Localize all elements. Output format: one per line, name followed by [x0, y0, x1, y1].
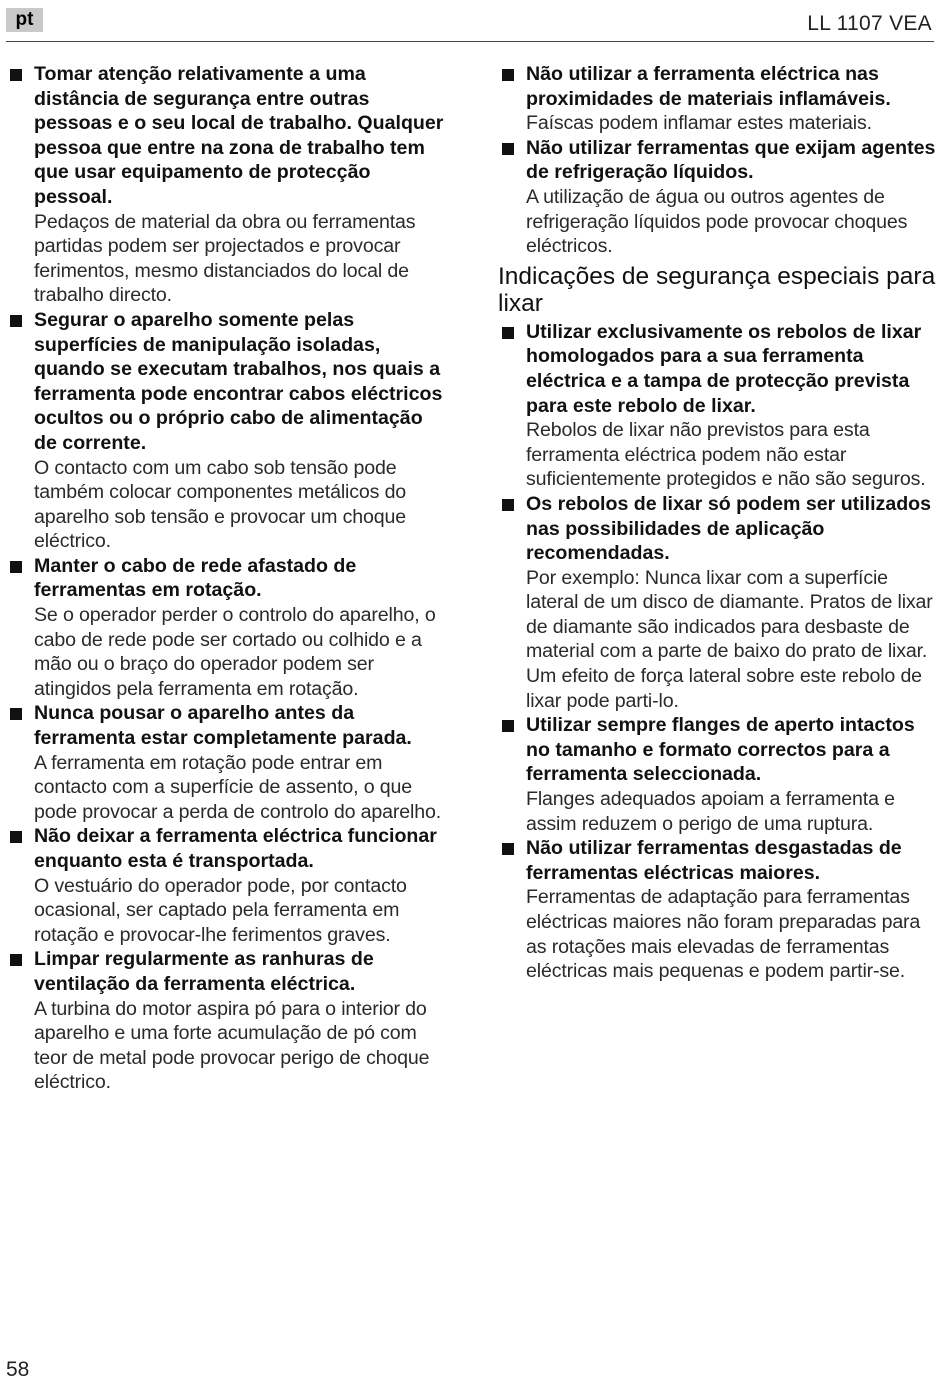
page-number: 58: [6, 1358, 30, 1381]
left-column: [6, 62, 446, 1095]
list-item: [6, 701, 446, 824]
list-item: [498, 136, 938, 259]
item-description: Rebolos de lixar não previstos para esta ferramenta eléctrica podem não estar suficientemente protegidos e não são seguros.: [526, 419, 926, 491]
item-title: Não utilizar ferramentas que exijam agentes de refrigeração líquidos.: [526, 136, 936, 184]
item-title: Utilizar exclusivamente os rebolos de lixar homologados para a sua ferramenta eléctrica e a tampa de protecção prevista para este rebolo de lixar.: [526, 320, 922, 417]
list-item: [498, 713, 938, 836]
language-badge: pt: [6, 8, 43, 32]
right-column: [498, 62, 938, 984]
square-bullet-icon: [10, 69, 22, 81]
item-title: Não utilizar ferramentas desgastadas de ferramentas eléctricas maiores.: [526, 837, 902, 884]
square-bullet-icon: [502, 499, 514, 511]
item-title: Os rebolos de lixar só podem ser utilizados nas possibilidades de aplicação recomendadas.: [526, 492, 932, 565]
item-description: A utilização de água ou outros agentes de refrigeração líquidos pode provocar choques eléctricos.: [526, 185, 908, 258]
item-description: A turbina do motor aspira pó para o interior do aparelho e uma forte acumulação de pó com teor de metal pode provocar perigo de choque eléctrico.: [34, 997, 430, 1094]
item-description: Faíscas podem inflamar estes materiais.: [526, 112, 872, 135]
item-title: Não utilizar a ferramenta eléctrica nas proximidades de materiais inflamáveis.: [526, 63, 891, 110]
item-description: A ferramenta em rotação pode entrar em contacto com a superfície de assento, o que pode provocar a perda de controlo do aparelho.: [34, 751, 442, 823]
item-description: O contacto com um cabo sob tensão pode também colocar componentes metálicos do aparelho sob tensão e provocar um choque eléctrico.: [34, 456, 407, 553]
square-bullet-icon: [10, 561, 22, 573]
model-name: LL 1107 VEA: [807, 12, 932, 35]
header-divider: [6, 41, 934, 42]
section-heading: Indicações de segurança especiais para lixar: [498, 262, 936, 318]
list-item: [6, 947, 446, 1095]
item-description: Por exemplo: Nunca lixar com a superfície lateral de um disco de diamante. Pratos de lixar de diamante são indicados para desbaste de material com a parte de baixo do prato de lixar. Um efeito de força lateral sobre este rebolo de lixar pode parti-lo.: [526, 566, 933, 712]
item-title: Manter o cabo de rede afastado de ferramentas em rotação.: [34, 554, 357, 602]
item-description: Ferramentas de adaptação para ferramentas eléctricas maiores não foram preparadas para as rotações mais elevadas de ferramentas eléctricas mais pequenas e podem partir-se.: [526, 886, 921, 983]
item-description: O vestuário do operador pode, por contacto ocasional, ser captado pela ferramenta em rotação e provocar-lhe ferimentos graves.: [34, 874, 407, 946]
item-title: Utilizar sempre flanges de aperto intactos no tamanho e formato correctos para a ferramenta seleccionada.: [526, 714, 915, 786]
list-item: [6, 62, 446, 308]
square-bullet-icon: [502, 69, 514, 81]
item-description: Pedaços de material da obra ou ferramentas partidas podem ser projectados e provocar ferimentos, mesmo distanciados do local de trabalho directo.: [34, 210, 416, 307]
list-item: [6, 554, 446, 702]
square-bullet-icon: [10, 954, 22, 966]
item-title: Não deixar a ferramenta eléctrica funcionar enquanto esta é transportada.: [34, 825, 437, 872]
square-bullet-icon: [502, 720, 514, 732]
item-description: Flanges adequados apoiam a ferramenta e assim reduzem o perigo de uma ruptura.: [526, 788, 895, 835]
square-bullet-icon: [10, 708, 22, 720]
list-item: [498, 320, 938, 492]
list-item: [498, 492, 938, 713]
square-bullet-icon: [502, 327, 514, 339]
square-bullet-icon: [502, 843, 514, 855]
list-item: [6, 824, 446, 947]
list-item: [498, 62, 938, 136]
item-title: Nunca pousar o aparelho antes da ferramenta estar completamente parada.: [34, 702, 412, 750]
list-item: [6, 308, 446, 554]
item-title: Tomar atenção relativamente a uma distância de segurança entre outras pessoas e o seu local de trabalho. Qualquer pessoa que entre na zona de trabalho tem que usar equipamento de protecção pessoal.: [34, 63, 444, 208]
item-title: Limpar regularmente as ranhuras de ventilação da ferramenta eléctrica.: [34, 948, 374, 995]
list-item: [498, 836, 938, 984]
square-bullet-icon: [502, 143, 514, 155]
square-bullet-icon: [10, 831, 22, 843]
item-title: Segurar o aparelho somente pelas superfícies de manipulação isoladas, quando se executam trabalhos, nos quais a ferramenta pode encontrar cabos eléctricos ocultos ou o próprio cabo de alimentação de corrente.: [34, 308, 443, 454]
square-bullet-icon: [10, 315, 22, 327]
item-description: Se o operador perder o controlo do aparelho, o cabo de rede pode ser cortado ou colhido e a mão ou o braço do operador podem ser atingidos pela ferramenta em rotação.: [34, 604, 436, 700]
